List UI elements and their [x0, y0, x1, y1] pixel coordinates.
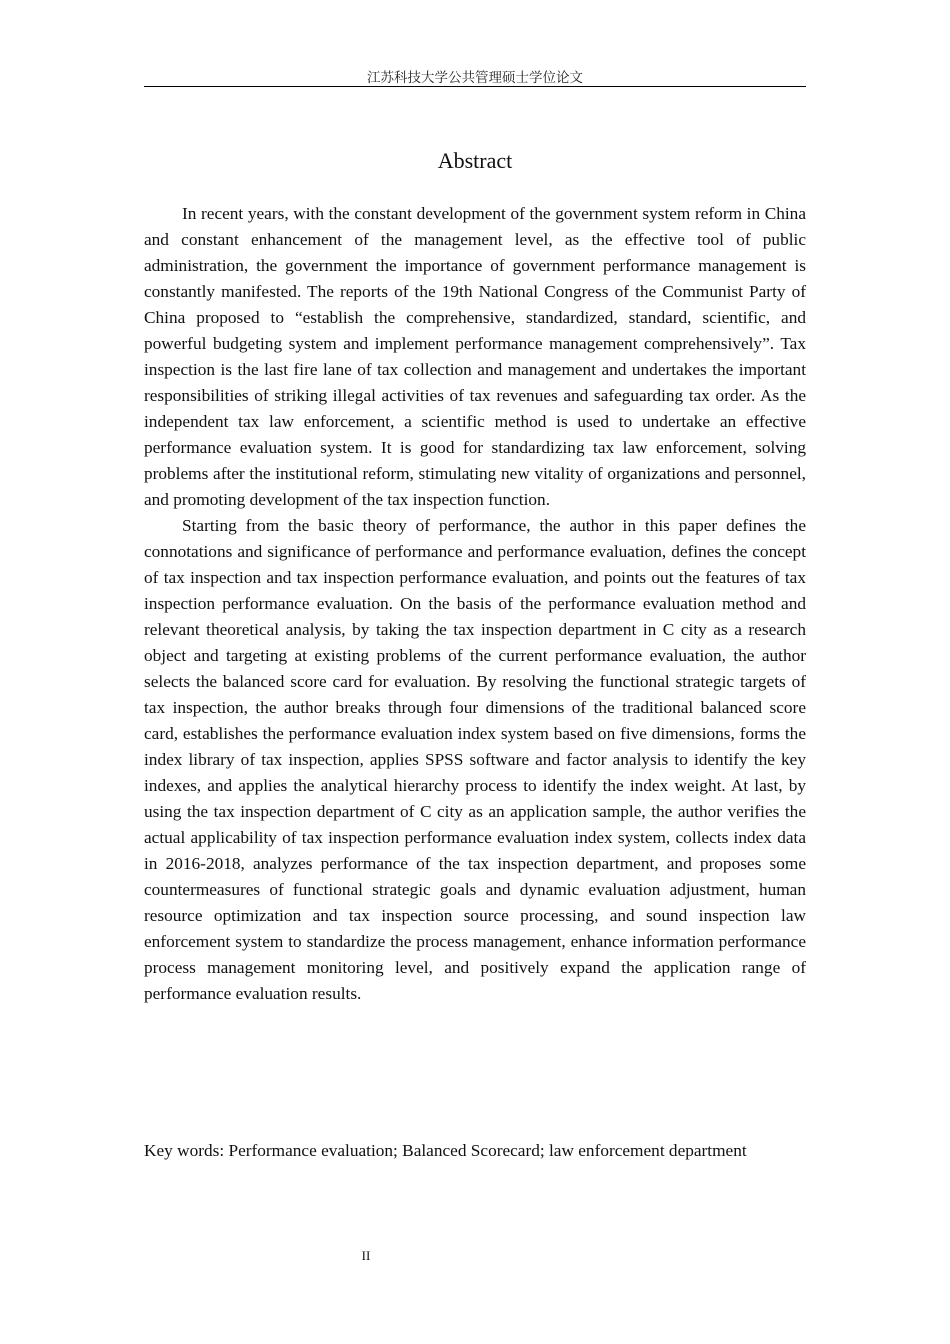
page-number: II: [361, 1248, 371, 1263]
abstract-heading: Abstract: [437, 148, 513, 173]
header-rule: [144, 86, 806, 87]
abstract-paragraph-2: Starting from the basic theory of performance, the author in this paper defines the connotations and significance of performance and performance evaluation, defines the concept of tax inspection and tax inspection performance evaluation, and points out the features of tax inspection performance evaluation. On the basis of the performance evaluation method and relevant theoretical analysis, by taking the tax inspection department in C city as a research object and targeting at existing problems of the current performance evaluation, the author selects the balanced score card for evaluation. By resolving the functional strategic targets of tax inspection, the author breaks through four dimensions of the traditional balanced score card, establishes the performance evaluation index system based on five dimensions, forms the index library of tax inspection, applies SPSS software and factor analysis to identify the key indexes, and applies the analytical hierarchy process to identify the index weight. At last, by using the tax inspection department of C city as an application sample, the author verifies the actual applicability of tax inspection performance evaluation index system, collects index data in 2016-2018, analyzes performance of the tax inspection department, and proposes some countermeasures of functional strategic goals and dynamic evaluation adjustment, human resource optimization and tax inspection source processing, and sound inspection law enforcement system to standardize the process management, enhance information performance process management monitoring level, and positively expand the application range of performance evaluation results.: [144, 516, 806, 1003]
keywords: Key words: Performance evaluation; Balanced Scorecard; law enforcement department: [144, 1141, 747, 1160]
abstract-body: [144, 201, 806, 1007]
abstract-paragraph-1: In recent years, with the constant development of the government system reform in China and constant enhancement of the management level, as the effective tool of public administration, the government the importance of government performance management is constantly manifested. The reports of the 19th National Congress of the Communist Party of China proposed to “establish the comprehensive, standardized, standard, scientific, and powerful budgeting system and implement performance management comprehensively”. Tax inspection is the last fire lane of tax collection and management and undertakes the important responsibilities of striking illegal activities of tax revenues and safeguarding tax order. As the independent tax law enforcement, a scientific method is used to undertake an effective performance evaluation system. It is good for standardizing tax law enforcement, solving problems after the institutional reform, stimulating new vitality of organizations and personnel, and promoting development of the tax inspection function.: [144, 204, 806, 509]
running-header: 江苏科技大学公共管理硕士学位论文: [367, 70, 583, 86]
